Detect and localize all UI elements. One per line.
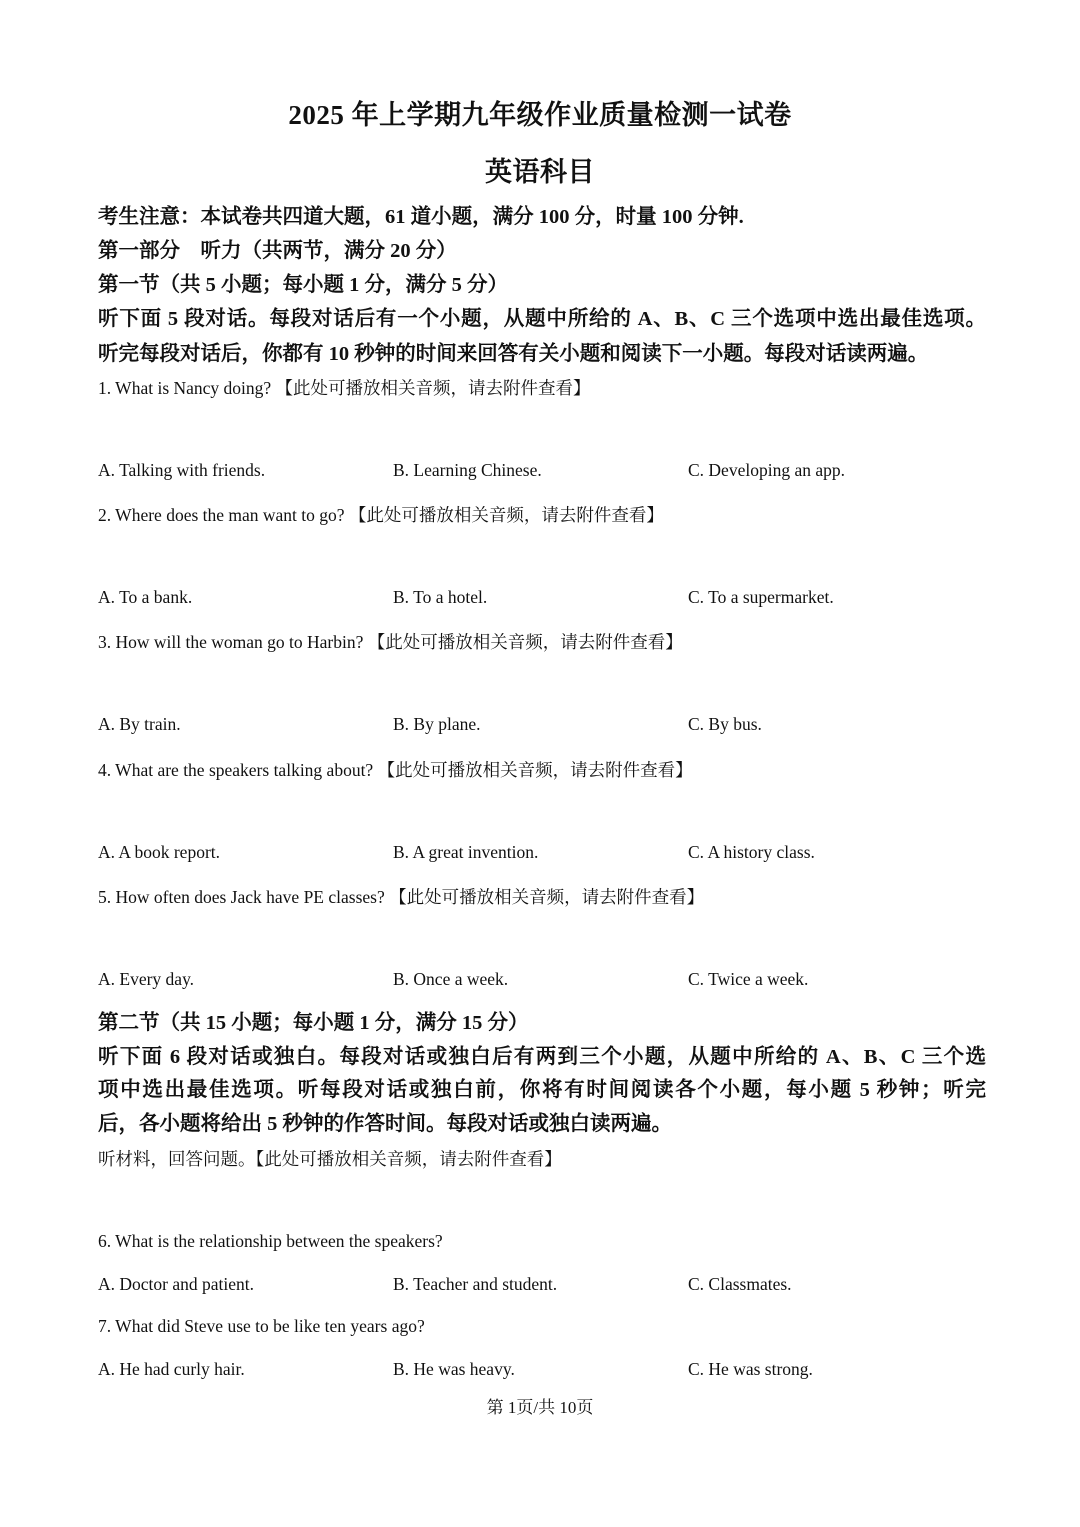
question-6-option-b[interactable]: B. Teacher and student. <box>393 1274 558 1294</box>
question-7-option-b[interactable]: B. He was heavy. <box>393 1359 515 1379</box>
section2-instruction-3: 后，各小题将给出 5 秒钟的作答时间。每段对话或独白读两遍。 <box>98 1113 672 1135</box>
question-4-option-b[interactable]: B. A great invention. <box>393 842 539 862</box>
question-2-option-b[interactable]: B. To a hotel. <box>393 587 488 607</box>
question-7-option-c[interactable]: C. He was strong. <box>688 1359 813 1379</box>
question-3: 3. How will the woman go to Harbin? 【此处可播放相关音频，请去附件查看】 <box>98 632 683 652</box>
question-2-option-c[interactable]: C. To a supermarket. <box>688 587 834 607</box>
listening-material-note: 听材料，回答问题。【此处可播放相关音频，请去附件查看】 <box>98 1149 562 1169</box>
question-5-option-c[interactable]: C. Twice a week. <box>688 969 809 989</box>
question-1-option-c[interactable]: C. Developing an app. <box>688 460 845 480</box>
question-4-option-a[interactable]: A. A book report. <box>98 842 221 862</box>
question-2: 2. Where does the man want to go? 【此处可播放相关音频，请去附件查看】 <box>98 505 664 525</box>
exam-title: 2025 年上学期九年级作业质量检测一试卷 <box>288 100 792 130</box>
question-5-option-b[interactable]: B. Once a week. <box>393 969 509 989</box>
question-3-option-a[interactable]: A. By train. <box>98 714 181 734</box>
question-1: 1. What is Nancy doing? 【此处可播放相关音频，请去附件查看】 <box>98 378 591 398</box>
section1-heading: 第一节（共 5 小题；每小题 1 分，满分 5 分） <box>98 274 508 296</box>
question-6-option-a[interactable]: A. Doctor and patient. <box>98 1274 254 1294</box>
question-4: 4. What are the speakers talking about? 【此处可播放相关音频，请去附件查看】 <box>98 760 693 780</box>
section1-instruction-2: 听完每段对话后，你都有 10 秒钟的时间来回答有关小题和阅读下一小题。每段对话读两遍。 <box>98 343 929 365</box>
page-indicator: 第 1页/共 10页 <box>486 1398 594 1417</box>
part1-heading: 第一部分 听力（共两节，满分 20 分） <box>98 240 457 262</box>
question-4-option-c[interactable]: C. A history class. <box>688 842 815 862</box>
exam-notice: 考生注意：本试卷共四道大题，61 道小题，满分 100 分，时量 100 分钟. <box>98 206 744 228</box>
question-6-option-c[interactable]: C. Classmates. <box>688 1274 792 1294</box>
question-7: 7. What did Steve use to be like ten years ago? <box>98 1316 425 1336</box>
question-5-option-a[interactable]: A. Every day. <box>98 969 195 989</box>
question-2-option-a[interactable]: A. To a bank. <box>98 587 193 607</box>
section1-instruction-1: 听下面 5 段对话。每段对话后有一个小题，从题中所给的 A、B、C 三个选项中选出最佳选项。 <box>98 308 986 330</box>
section2-instruction-2: 项中选出最佳选项。听每段对话或独白前，你将有时间阅读各个小题，每小题 5 秒钟；听完 <box>98 1079 986 1101</box>
question-3-option-b[interactable]: B. By plane. <box>393 714 481 734</box>
section2-instruction-1: 听下面 6 段对话或独白。每段对话或独白后有两到三个小题，从题中所给的 A、B、C 三个选 <box>98 1046 986 1068</box>
question-1-option-a[interactable]: A. Talking with friends. <box>98 460 266 480</box>
question-1-option-b[interactable]: B. Learning Chinese. <box>393 460 542 480</box>
question-6: 6. What is the relationship between the speakers? <box>98 1231 443 1251</box>
question-5: 5. How often does Jack have PE classes? 【此处可播放相关音频，请去附件查看】 <box>98 887 705 907</box>
question-7-option-a[interactable]: A. He had curly hair. <box>98 1359 245 1379</box>
question-3-option-c[interactable]: C. By bus. <box>688 714 762 734</box>
exam-subject: 英语科目 <box>485 157 595 187</box>
section2-heading: 第二节（共 15 小题；每小题 1 分，满分 15 分） <box>98 1012 529 1034</box>
